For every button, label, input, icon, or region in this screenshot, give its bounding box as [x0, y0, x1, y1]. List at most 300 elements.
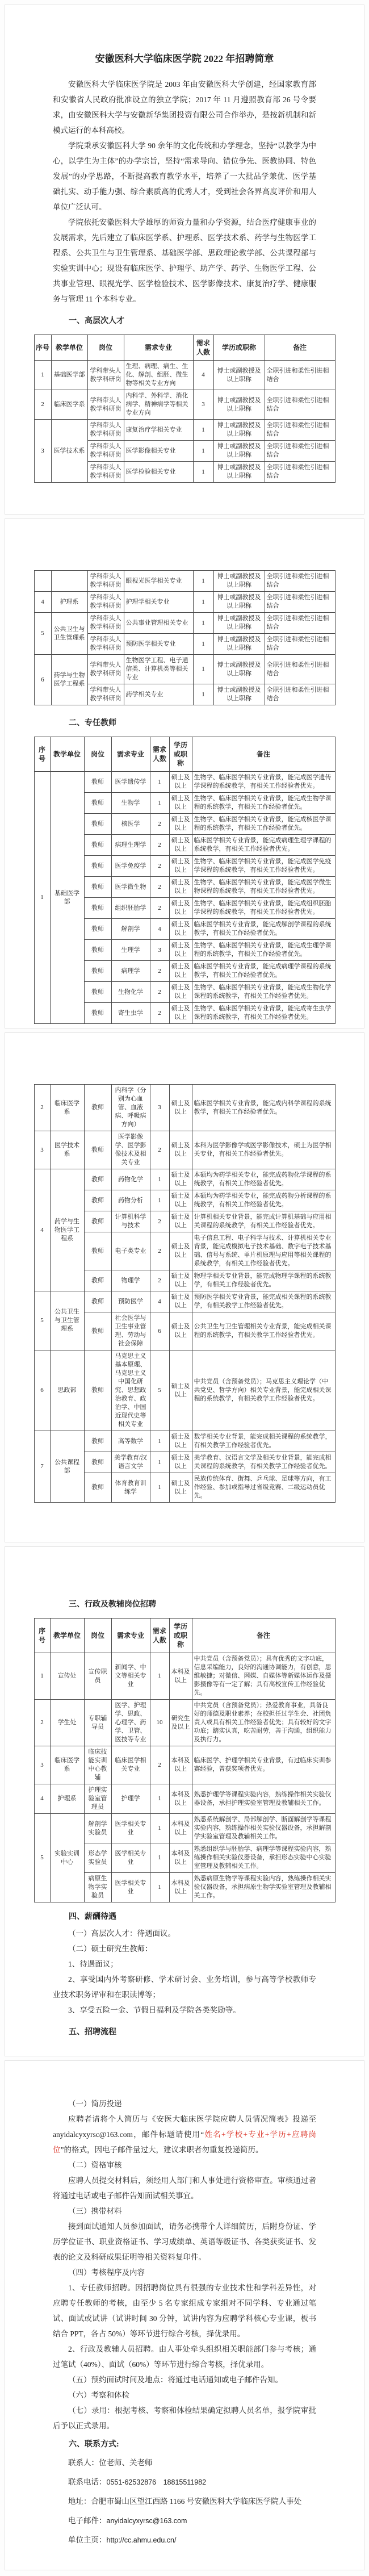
table-cell: 计算机科学与技术 — [111, 1211, 150, 1232]
table-cell: 药物分析 — [111, 1190, 150, 1211]
table-cell: 5 — [34, 1814, 50, 1902]
table-cell: 护理实验室管理员 — [84, 1784, 111, 1814]
table-header-row — [34, 1619, 335, 1653]
table-cell: 病理学 — [111, 961, 150, 982]
table-cell: 病理生理学 — [111, 835, 150, 856]
table-cell: 本科及以上 — [169, 1873, 192, 1902]
table-row — [34, 1814, 335, 1843]
table-cell: 1 — [193, 613, 213, 634]
table-cell: 1 — [193, 634, 213, 655]
table-row — [34, 1431, 335, 1452]
table-row — [34, 361, 335, 390]
paragraph: 2、享受国内外考察研修、学术研讨会、业务培训，参与高等学校教师专业技术职务评审和在职读博等； — [53, 1975, 316, 1999]
column-header: 备注 — [192, 737, 335, 772]
table-full-time-teachers-part2 — [5, 1084, 364, 1503]
table-cell: 教师 — [84, 919, 111, 940]
contact-homepage — [53, 2531, 316, 2550]
contact-phone-number: 0551-62532876 18815511982 — [106, 2478, 207, 2486]
table-cell: 硕士及以上 — [169, 898, 192, 919]
section-heading-full-time-teachers: 二、专任教师 — [69, 719, 116, 727]
table-cell: 医学免疫学 — [111, 856, 150, 877]
table-row — [34, 1131, 335, 1169]
table-cell: 教师 — [84, 1473, 111, 1503]
table-cell: 硕士及以上 — [169, 835, 192, 856]
table-cell: 临床医学系 — [50, 1085, 84, 1131]
column-header: 需求人数 — [150, 1619, 169, 1653]
table-cell: 教师 — [84, 1431, 111, 1452]
page-3 — [5, 1032, 364, 1542]
contact-homepage-url: http://cc.ahmu.edu.cn/ — [106, 2536, 177, 2544]
table-cell: 全职引进和柔性引进相结合 — [265, 390, 335, 420]
table-cell: 生物学、临床医学相关专业背景，能完成核医学课程的系统教学，有相关工作经验者优先。 — [192, 814, 335, 835]
table-cell: 生物学、临床医学相关专业背景，能完成组织胚胎学课程的系统教学，有相关工作经验者优先。 — [192, 898, 335, 919]
table-cell: 预防医学 — [111, 1291, 150, 1312]
table-cell: 医学影像相关专业 — [124, 441, 193, 462]
table-cell: 研究生及以上 — [169, 1700, 192, 1746]
table-cell: 1 — [193, 655, 213, 684]
process-section — [53, 2096, 316, 2550]
page-4 — [5, 1546, 364, 2056]
table-cell: 护理系 — [51, 592, 87, 613]
column-header: 需求专业 — [111, 1619, 150, 1653]
table-cell: 1 — [150, 1473, 169, 1503]
table-cell: 基础医学部 — [50, 772, 84, 1024]
table-cell: 药学与生物医学工程系 — [50, 1169, 84, 1291]
table-cell: 硕士及以上 — [169, 877, 192, 898]
paragraph: 学院秉承安徽医科大学 90 余年的文化传统和办学理念，坚持“以教学为中心，以学生为主体”的办学宗旨，坚持“需求导向、错位争先、医教协同、特色发展”的办学思路，不断提高教育教学水平，培养了一大批品学兼优、医学基础扎实、动手能力强、综合素质高的优秀人才，受到社会各界高度评价和用人单位广泛认可。 — [53, 141, 316, 211]
table-cell: 电子类专业 — [111, 1232, 150, 1270]
table-cell: 学科带头人教学科研岗 — [87, 592, 124, 613]
column-header: 需求专业 — [124, 335, 193, 361]
table-cell: 药物化学 — [111, 1169, 150, 1190]
column-header: 学历或职称 — [169, 1619, 192, 1653]
table-header-row — [34, 737, 335, 772]
table-cell: 硕士及以上 — [169, 1473, 192, 1503]
table-cell: 公共卫生与卫生管理相关专业背景，能完成相关课程的系统教学，有相关教学工作经验者优先。 — [192, 1312, 335, 1350]
table-cell: 学科带头人教学科研岗 — [87, 613, 124, 634]
section-heading-salary: 四、薪酬待遇 — [69, 1913, 116, 1921]
table-cell — [34, 571, 51, 592]
section-heading-admin-support: 三、行政及教辅岗位招聘 — [69, 1600, 156, 1609]
table-cell: 2 — [150, 856, 169, 877]
table-cell: 3 — [34, 1746, 50, 1784]
table-cell: 护理学 — [111, 1784, 150, 1814]
table-cell: 解剖学 — [111, 919, 150, 940]
column-header: 学历或职称 — [169, 737, 192, 772]
page-2 — [5, 518, 364, 1028]
table-cell: 学科带头人教学科研岗 — [87, 390, 124, 420]
table-cell: 内科学（分别为心血管、血液病、呼吸病方向） — [111, 1085, 150, 1131]
table-cell: 4 — [34, 1169, 50, 1291]
table-cell: 生物学、临床医学相关专业背景，能完成寄生虫学课程的系统教学，有相关工作经验者优先。 — [192, 1003, 335, 1024]
table-cell: 2 — [150, 1232, 169, 1270]
table-cell: 生理、病理、病生、生化、解剖、组胚、微生物等相关专业方向 — [124, 361, 193, 390]
table-cell: 硕士及以上 — [169, 1270, 192, 1291]
table-cell: 博士或副教授及以上职称 — [213, 420, 265, 441]
table-cell: 本科及以上 — [169, 1746, 192, 1784]
table-cell: 体育教育训练学 — [111, 1473, 150, 1503]
table-cell: 教师 — [84, 982, 111, 1003]
table-cell: 3 — [34, 1131, 50, 1169]
table-cell: 2 — [150, 877, 169, 898]
table-cell: 社会医学与卫生事业管理、劳动与社会保障 — [111, 1312, 150, 1350]
table-row — [34, 1784, 335, 1814]
table-cell: 3 — [150, 940, 169, 961]
contact-phone — [53, 2473, 316, 2492]
paragraph-materials: 接到面试通知人员参加面试，请务必携带个人详细简历，后附身份证、学历学位证书、职业资格证书、学习成绩单、英语等级证书、各类获奖证书、发表的论文及科研成果证明等相关资料复印件。 — [53, 2222, 316, 2261]
table-cell: 1 — [193, 441, 213, 462]
table-cell: 核医学 — [111, 814, 150, 835]
table-cell: 药学相关专业 — [124, 684, 193, 705]
page-5 — [5, 2060, 364, 2570]
table-cell: 硕士及以上 — [169, 982, 192, 1003]
table-cell: 学科带头人教学科研岗 — [87, 420, 124, 441]
table-cell: 教师 — [84, 1211, 111, 1232]
table-cell: 硕士及以上 — [169, 793, 192, 814]
table-cell: 5 — [34, 613, 51, 655]
table-cell: 1 — [150, 772, 169, 793]
recruitment-table — [34, 334, 336, 483]
paragraph: 学院依托安徽医科大学雄厚的师资力量和办学资源，结合医疗健康事业的发展需求，先后建立了临床医学系、护理系、医学技术系、药学与生物医学工程系、公共卫生与卫生管理系、基础医学部、思政理论教学部、公共课程部与实验实训中心；现设有临床医学、护理学、助产学、药学、生物医学工程、公共事业管理、眼视光学、医学检验技术、医学影像技术、康复治疗学、健康服务与管理 11 个本科专业。 — [53, 218, 316, 303]
section-1-wrap — [53, 313, 316, 329]
table-cell: 1 — [34, 1653, 50, 1700]
process-step-6: （六）考察和体检 — [68, 2391, 129, 2399]
table-cell: 生物化学 — [111, 982, 150, 1003]
table-cell: 电子信息工程、电子科学与技术、计算机相关专业背景，能完成模拟电子技术基础、数字电子技术基础、信号与系统、单片机原理与应用等相关课程的系统教学，有相关工作经验者优先。 — [192, 1232, 335, 1270]
contact-phone-label: 联系电话： — [68, 2478, 107, 2486]
table-cell: 学生处 — [50, 1700, 84, 1746]
table-cell: 熟悉组织学与胚胎学、病理学等课程实验内容，熟练操作相关实验仪器设备，承担形态实验中心实验室管理及教辅相关工作。 — [192, 1843, 335, 1873]
table-cell: 熟悉护理学等课程实验内容，熟练操作相关实验仪器设备，承担护理实验室管理及教辅相关工作。 — [192, 1784, 335, 1814]
table-cell: 博士或副教授及以上职称 — [213, 684, 265, 705]
table-row — [34, 613, 335, 634]
process-step-5: （五）预约面试时间及地点：将通过电话通知或电子邮件告知。 — [68, 2376, 283, 2384]
column-header: 备注 — [192, 1619, 335, 1653]
intro-paragraphs — [53, 77, 316, 307]
contact-address: 地址：合肥市蜀山区望江西路 1166 号安徽医科大学临床医学院人事处 — [68, 2497, 302, 2506]
table-cell: 计算机相关专业背景，能完成计算机基础与应用相关课程的系统教学，有相关工作经验者优先。 — [192, 1211, 335, 1232]
table-cell: 教师 — [84, 1312, 111, 1350]
table-row — [34, 571, 335, 592]
table-cell: 硕士及以上 — [169, 1131, 192, 1169]
recruitment-table — [34, 570, 336, 705]
table-cell: 康复治疗学相关专业 — [124, 420, 193, 441]
table-cell: 临床医学相关专业背景，能完成解剖学课程的系统教学，有相关工作经验者优先。 — [192, 919, 335, 940]
table-cell: 3 — [34, 420, 51, 483]
table-cell: 教师 — [84, 1270, 111, 1291]
table-cell: 专职辅导员 — [84, 1700, 111, 1746]
table-cell: 全职引进和柔性引进相结合 — [265, 613, 335, 634]
table-cell: 医学技术系 — [50, 1131, 84, 1169]
table-cell: 教师 — [84, 793, 111, 814]
column-header: 序号 — [34, 335, 51, 361]
table-row — [34, 1085, 335, 1131]
table-cell: 本科及以上 — [169, 1784, 192, 1814]
section-heading-high-level-talent: 一、高层次人才 — [69, 317, 124, 325]
table-high-level-talent-part2 — [5, 570, 364, 705]
contact-email-address: anyidalcyxyrsc@163.com — [106, 2517, 187, 2525]
table-cell: 全职引进和柔性引进相结合 — [265, 634, 335, 655]
table-cell: 教师 — [84, 898, 111, 919]
table-cell: 5 — [34, 1291, 50, 1350]
column-header: 备注 — [265, 335, 335, 361]
section-heading-contact: 六、联系方式: — [69, 2440, 119, 2449]
table-cell: 6 — [34, 1350, 50, 1431]
table-cell: 临床医学相关专业背景，能完成内科学课程的系统教学，有相关工作经验者优先。 — [192, 1085, 335, 1131]
table-cell: 硕士及以上 — [169, 1452, 192, 1473]
table-cell: 学科带头人教学科研岗 — [87, 441, 124, 462]
table-cell: 1 — [150, 1452, 169, 1473]
table-cell: 2 — [150, 835, 169, 856]
table-cell: 学科带头人教学科研岗 — [87, 462, 124, 483]
table-cell: 临床医学系 — [51, 390, 87, 420]
table-cell: 宣传处 — [50, 1653, 84, 1700]
table-cell: 硕士及以上 — [169, 1232, 192, 1270]
table-cell: 全职引进和柔性引进相结合 — [265, 571, 335, 592]
table-cell: 数学相关专业背景，能完成相关课程的系统教学，有相关教学工作经验者优先。 — [192, 1431, 335, 1452]
table-cell: 1 — [150, 1169, 169, 1190]
table-cell: 5 — [150, 1350, 169, 1431]
table-cell: 1 — [150, 1814, 169, 1843]
table-cell: 教师 — [84, 772, 111, 793]
table-row — [34, 1653, 335, 1700]
table-cell: 1 — [150, 793, 169, 814]
table-cell: 教师 — [84, 1085, 111, 1131]
table-cell: 公共卫生与卫生管理系 — [50, 1291, 84, 1350]
table-cell: 硕士及以上 — [169, 1211, 192, 1232]
table-cell: 生理学 — [111, 940, 150, 961]
table-header-row — [34, 335, 335, 361]
column-header: 序号 — [34, 1619, 50, 1653]
table-cell: 医学影像学、医学影像技术及相关专业 — [111, 1131, 150, 1169]
table-cell: 全职引进和柔性引进相结合 — [265, 441, 335, 462]
table-cell: 医学检验相关专业 — [124, 462, 193, 483]
table-cell: 临床技能实训中心教辅 — [84, 1746, 111, 1784]
table-cell: 物理学 — [111, 1270, 150, 1291]
table-cell: 1 — [150, 1843, 169, 1873]
table-cell: 4 — [150, 1291, 169, 1312]
paragraph: 1、待遇面议； — [68, 1960, 118, 1968]
table-cell: 教师 — [84, 835, 111, 856]
process-step-2-heading: （二）资格审核 — [68, 2161, 122, 2169]
contact-email-label: 电子邮件： — [68, 2516, 107, 2525]
table-cell: 预防医学相关专业背景，能完成相关课程的系统教学，有相关教学工作经验者优先。 — [192, 1291, 335, 1312]
table-cell: 博士或副教授及以上职称 — [213, 592, 265, 613]
paragraph-teacher-assessment: 1、专任教师招聘。因招聘岗位具有很强的专业技术性和学科差异性，对应聘专任教师的考核，由至少 5 名专家组成专家组对不同学科、专业通过笔试、面试或试讲（试讲时间 30 分钟，试讲内容为应聘学科核心专业课，板书结合 PPT，各占 50%）等环节进行综合考核，择优录用。 — [53, 2284, 316, 2338]
table-cell: 寄生虫学 — [111, 1003, 150, 1024]
table-cell: 1 — [150, 1873, 169, 1902]
process-step-4-heading: （四）考核程序及内容 — [68, 2268, 145, 2277]
table-cell: 美学教育、汉语言文学及相关专业背景，能完成相关课程的系统教学，有相关教学工作经验者优先。 — [192, 1452, 335, 1473]
table-cell: 教师 — [84, 1131, 111, 1169]
table-cell: 7 — [34, 1431, 50, 1503]
table-cell: 2 — [34, 1700, 50, 1746]
table-cell: 博士或副教授及以上职称 — [213, 613, 265, 634]
table-cell: 教师 — [84, 961, 111, 982]
table-cell: 本科为医学影像学或医学影像技术，硕士为医学相关专业，有相关工作经验者优先。 — [192, 1131, 335, 1169]
table-cell: 临床医学相关专业 — [111, 1746, 150, 1784]
table-cell: 教师 — [84, 940, 111, 961]
table-cell: 硕士及以上 — [169, 1312, 192, 1350]
table-cell: 1 — [193, 592, 213, 613]
table-cell: 中共党员（含预备党员）；热爱教育事业，具备良好的师德及职业素养；在校担任过学生会、社团负责人或具有相关工作经验者优先；具有较好的文字功底；踏实认真，吃苦耐劳，善于沟通，组织能力及执行力。 — [192, 1700, 335, 1746]
process-step-7: （七）录用：根据考核、考察和体检结果确定拟聘人员名单，报学院审批后予以正式录用。 — [53, 2406, 316, 2430]
table-cell: 全职引进和柔性引进相结合 — [265, 592, 335, 613]
table-cell: 1 — [150, 1653, 169, 1700]
table-cell: 4 — [150, 919, 169, 940]
column-header: 序号 — [34, 737, 50, 772]
column-header: 教学单位 — [50, 737, 84, 772]
table-cell: 全职引进和柔性引进相结合 — [265, 684, 335, 705]
table-cell: 本科及以上 — [169, 1653, 192, 1700]
table-cell: 硕士及以上 — [169, 961, 192, 982]
table-cell: 1 — [150, 1784, 169, 1814]
process-step-1-heading: （一）简历投递 — [68, 2100, 122, 2108]
paragraph-admin-assessment: 2、行政及教辅人员招聘。由人事处牵头组织相关职能部门参与考核；通过笔试（40%）、面试（60%）等环节进行综合考核，择优录用。 — [53, 2345, 316, 2369]
paragraph-qualification-review: 应聘人员提交材料后，须经用人部门和人事处进行资格审查。审核通过者将通过电话或电子邮件告知面试相关事宜。 — [53, 2176, 316, 2200]
table-cell: 1 — [34, 361, 51, 390]
paragraph: 3、享受五险一金、节假日福利及学院各类奖励等。 — [68, 2006, 241, 2014]
table-cell: 学科带头人教学科研岗 — [87, 634, 124, 655]
table-cell: 实验实训中心 — [50, 1814, 84, 1902]
table-row — [34, 1700, 335, 1746]
table-cell: 生物学 — [111, 793, 150, 814]
table-cell: 药学与生物医学工程系 — [51, 655, 87, 705]
table-cell: 硕士及以上 — [169, 1085, 192, 1131]
table-cell: 形态学实验员 — [84, 1843, 111, 1873]
contact-person: 联系人：位老师、关老师 — [68, 2458, 153, 2467]
section-3-wrap — [53, 1597, 316, 1612]
table-cell: 生物学、临床医学相关专业背景，能完成医学免疫学课程的系统教学，有相关工作经验者优先。 — [192, 856, 335, 877]
table-cell: 1 — [150, 1431, 169, 1452]
table-row — [34, 1350, 335, 1431]
table-cell: 2 — [34, 390, 51, 420]
table-cell: 临床医学、护理学相关专业背景，有过临床实训参赛经验，曾获奖项者优先。 — [192, 1746, 335, 1784]
table-cell: 博士或副教授及以上职称 — [213, 634, 265, 655]
paragraph: （二）硕士研究生教师： — [68, 1944, 153, 1953]
column-header: 教学单位 — [50, 1619, 84, 1653]
salary-section — [53, 1909, 316, 2040]
recruitment-table — [34, 1618, 336, 1902]
table-cell: 硕士及以上 — [169, 1169, 192, 1190]
table-cell: 物理学相关专业背景，能完成物理学课程的系统教学，有相关工作经验者优先。 — [192, 1270, 335, 1291]
table-cell: 教师 — [84, 1003, 111, 1024]
table-cell: 生物学、临床医学相关专业背景，能完成医学遗传学课程的系统教学，有相关工作经验者优先。 — [192, 772, 335, 793]
column-header: 需求人数 — [193, 335, 213, 361]
table-cell: 1 — [193, 571, 213, 592]
table-cell: 10 — [150, 1700, 169, 1746]
table-cell: 博士或副教授及以上职称 — [213, 361, 265, 390]
contact-homepage-label: 单位主页： — [68, 2536, 107, 2544]
column-header: 需求人数 — [150, 737, 169, 772]
table-row — [34, 420, 335, 441]
table-cell: 民族传统体育、街舞、乒乓球、足球等方向，有工作经验、参加或指导过省级竞赛、二级运动员优先。 — [192, 1473, 335, 1503]
table-cell: 临床医学相关专业背景，能完成病理生理学课程的系统教学，有相关工作经验者优先。 — [192, 835, 335, 856]
table-cell: 硕士及以上 — [169, 772, 192, 793]
table-cell: 2 — [150, 1746, 169, 1784]
table-cell: 教师 — [84, 1190, 111, 1211]
table-cell: 教师 — [84, 856, 111, 877]
section-heading-process: 五、招聘流程 — [69, 2028, 116, 2036]
table-cell: 本硕均为药学相关专业，能完成药物分析课程的系统教学，有相关工作经验者优先。 — [192, 1190, 335, 1211]
table-cell: 中共党员（含预备党员）；马克思主义理论学（中共党史、哲学方向）相关专业背景，能完成相关课程的系统教学，有相关教学工作经验者优先。 — [192, 1350, 335, 1431]
table-cell: 2 — [150, 1270, 169, 1291]
table-cell: 学科带头人教学科研岗 — [87, 571, 124, 592]
table-cell: 博士或副教授及以上职称 — [213, 390, 265, 420]
table-cell: 美学教育/汉语言文学 — [111, 1452, 150, 1473]
table-cell: 硕士及以上 — [169, 814, 192, 835]
table-cell: 4 — [193, 361, 213, 390]
table-admin-support — [5, 1618, 364, 1902]
paragraph-resume-delivery — [53, 2111, 316, 2157]
salary-items — [53, 1926, 316, 2018]
table-cell: 2 — [150, 898, 169, 919]
table-high-level-talent-part1 — [5, 334, 364, 483]
table-row — [34, 390, 335, 420]
column-header: 岗位 — [87, 335, 124, 361]
table-cell: 1 — [34, 772, 50, 1024]
paragraph: 安徽医科大学临床医学院是 2003 年由安徽医科大学创建，经国家教育部和安徽省人民政府批准设立的独立学院；2017 年 11 月遵照教育部 26 号令要求，由安徽医科大学与安徽新华集团投资有限公司合作举办，是按新机制和新模式运行的本科高校。 — [53, 80, 316, 135]
table-cell: 硕士及以上 — [169, 1291, 192, 1312]
table-cell: 2 — [150, 1003, 169, 1024]
table-cell: 基础医学部 — [51, 361, 87, 390]
table-cell: 教师 — [84, 877, 111, 898]
page-1 — [5, 5, 364, 515]
table-cell: 教师 — [84, 1452, 111, 1473]
table-cell: 博士或副教授及以上职称 — [213, 655, 265, 684]
table-cell: 组织胚胎学 — [111, 898, 150, 919]
process-step-3-heading: （三）携带材料 — [68, 2207, 122, 2215]
table-cell: 1 — [193, 462, 213, 483]
table-row — [34, 1291, 335, 1312]
table-cell: 医学技术系 — [51, 420, 87, 483]
table-cell: 本硕均为药学相关专业，能完成药物化学课程的系统教学，有相关工作经验者优先。 — [192, 1169, 335, 1190]
table-cell: 博士或副教授及以上职称 — [213, 441, 265, 462]
table-cell: 全职引进和柔性引进相结合 — [265, 361, 335, 390]
table-cell: 生物学、临床医学相关专业背景，能完成生物化学课程的系统教学，有相关工作经验者优先。 — [192, 982, 335, 1003]
table-cell: 硕士及以上 — [169, 1190, 192, 1211]
table-cell — [51, 571, 87, 592]
table-cell: 临床医学相关专业背景，能完成病理学课程的系统教学，有相关工作经验者优先。 — [192, 961, 335, 982]
column-header: 岗位 — [84, 1619, 111, 1653]
paragraph: （一）高层次人才：待遇面议。 — [68, 1929, 175, 1938]
table-cell: 教师 — [84, 1291, 111, 1312]
table-cell: 病原生物学实验员 — [84, 1873, 111, 1902]
table-cell: 硕士及以上 — [169, 1431, 192, 1452]
table-cell: 医学相关专业 — [111, 1814, 150, 1843]
table-cell: 生物医学工程、电子通信类、计算机类等相关专业 — [124, 655, 193, 684]
column-header: 学历或职称 — [213, 335, 265, 361]
table-cell: 3 — [150, 1085, 169, 1131]
table-cell: 生物学、临床医学相关专业背景，能完成生物学课程的系统教学，有相关工作经验者优先。 — [192, 793, 335, 814]
table-cell: 医学微生物 — [111, 877, 150, 898]
table-cell: 生物学、临床医学相关专业背景，能完成医学微生物课程的系统教学，有相关工作经验者优先。 — [192, 877, 335, 898]
contact-email — [53, 2511, 316, 2531]
table-cell: 高等数学 — [111, 1431, 150, 1452]
table-row — [34, 655, 335, 684]
page-title: 安徽医科大学临床医学院 2022 年招聘简章 — [95, 53, 274, 64]
table-cell: 生物学、临床医学相关专业背景，能完成生理学课程的系统教学，有相关工作经验者优先。 — [192, 940, 335, 961]
table-cell: 公共事业管理相关专业 — [124, 613, 193, 634]
table-row — [34, 772, 335, 793]
recruitment-table — [34, 737, 336, 1024]
table-cell: 解剖学实验员 — [84, 1814, 111, 1843]
table-cell: 眼视光医学相关专业 — [124, 571, 193, 592]
table-cell: 2 — [150, 1211, 169, 1232]
table-cell: 医学相关专业 — [111, 1843, 150, 1873]
column-header: 教学单位 — [51, 335, 87, 361]
table-cell: 思政部 — [50, 1350, 84, 1431]
